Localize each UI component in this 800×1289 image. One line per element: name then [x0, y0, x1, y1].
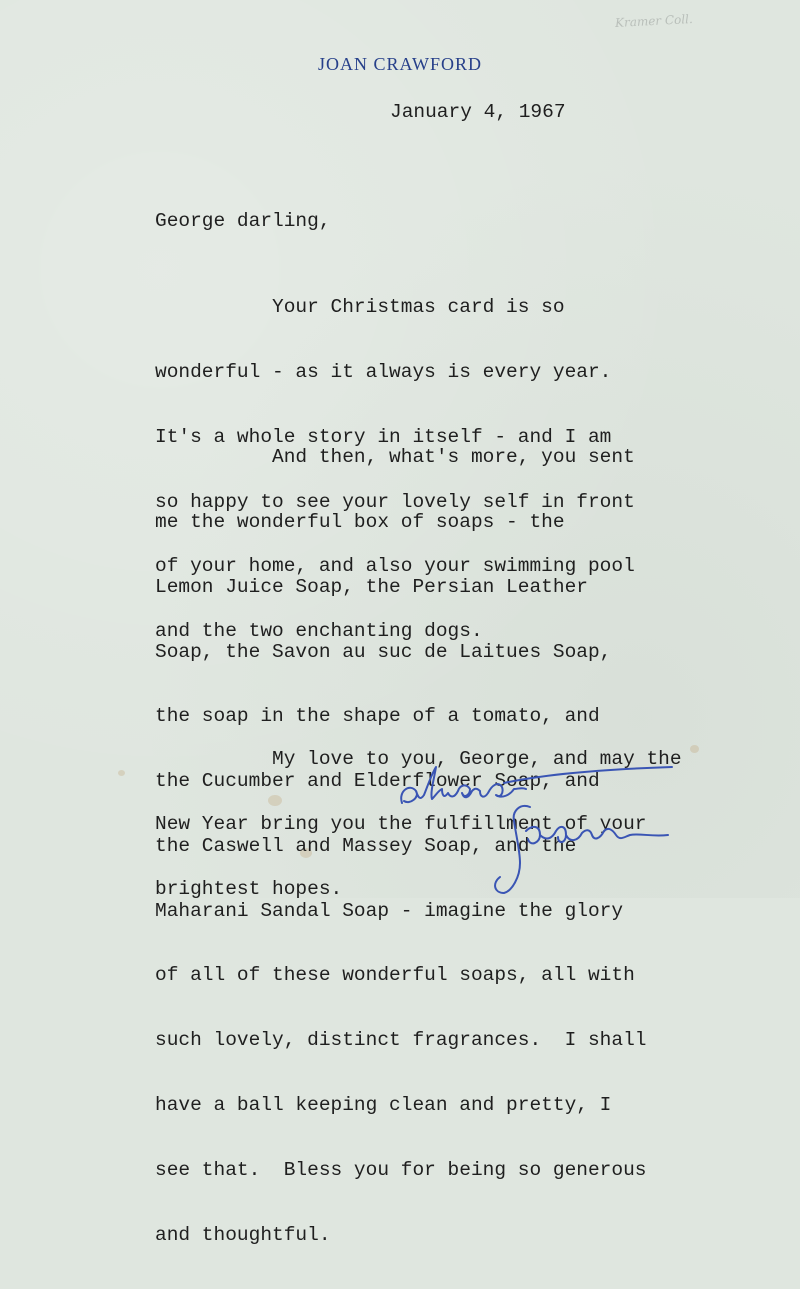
- text-line: of your home, and also your swimming pool: [155, 555, 635, 578]
- text-line: brightest hopes.: [155, 877, 343, 900]
- text-line: Lemon Juice Soap, the Persian Leather: [155, 575, 588, 598]
- text-line: the Caswell and Massey Soap, and the: [155, 834, 577, 857]
- handwritten-signature: [380, 755, 700, 898]
- text-line: It's a whole story in itself - and I am: [155, 425, 612, 448]
- text-line: such lovely, distinct fragrances. I shall: [155, 1029, 647, 1052]
- foxing-spot: [690, 745, 699, 753]
- salutation: George darling,: [155, 210, 331, 232]
- text-line: Maharani Sandal Soap - imagine the glory: [155, 899, 624, 922]
- text-line: and thoughtful.: [155, 1223, 331, 1246]
- foxing-spot: [118, 770, 125, 776]
- text-line: me the wonderful box of soaps - the: [155, 510, 565, 533]
- text-line: of all of these wonderful soaps, all with: [155, 964, 635, 987]
- text-line: the Cucumber and Elderflower Soap, and: [155, 770, 600, 793]
- signature-stroke-joan: [495, 806, 668, 893]
- text-line: Soap, the Savon au suc de Laitues Soap,: [155, 640, 612, 663]
- text-line: My love to you, George, and may the: [155, 748, 682, 771]
- text-line: so happy to see your lovely self in front: [155, 490, 635, 513]
- text-line: and the two enchanting dogs.: [155, 620, 483, 643]
- text-line: have a ball keeping clean and pretty, I: [155, 1094, 612, 1116]
- pencil-annotation: Kramer Coll.: [614, 11, 694, 31]
- text-line: the soap in the shape of a tomato, and: [155, 705, 600, 728]
- text-line: And then, what's more, you sent: [155, 446, 635, 469]
- text-line: wonderful - as it always is every year.: [155, 360, 612, 383]
- letter-date: January 4, 1967: [390, 101, 566, 123]
- signature-stroke-underline: [504, 767, 672, 783]
- signature-stroke-always: [401, 767, 526, 803]
- letterhead: JOAN CRAWFORD: [317, 54, 483, 74]
- text-line: New Year bring you the fulfillment of your: [155, 812, 647, 835]
- text-line: Your Christmas card is so: [155, 296, 565, 319]
- text-line: see that. Bless you for being so generous: [155, 1158, 647, 1181]
